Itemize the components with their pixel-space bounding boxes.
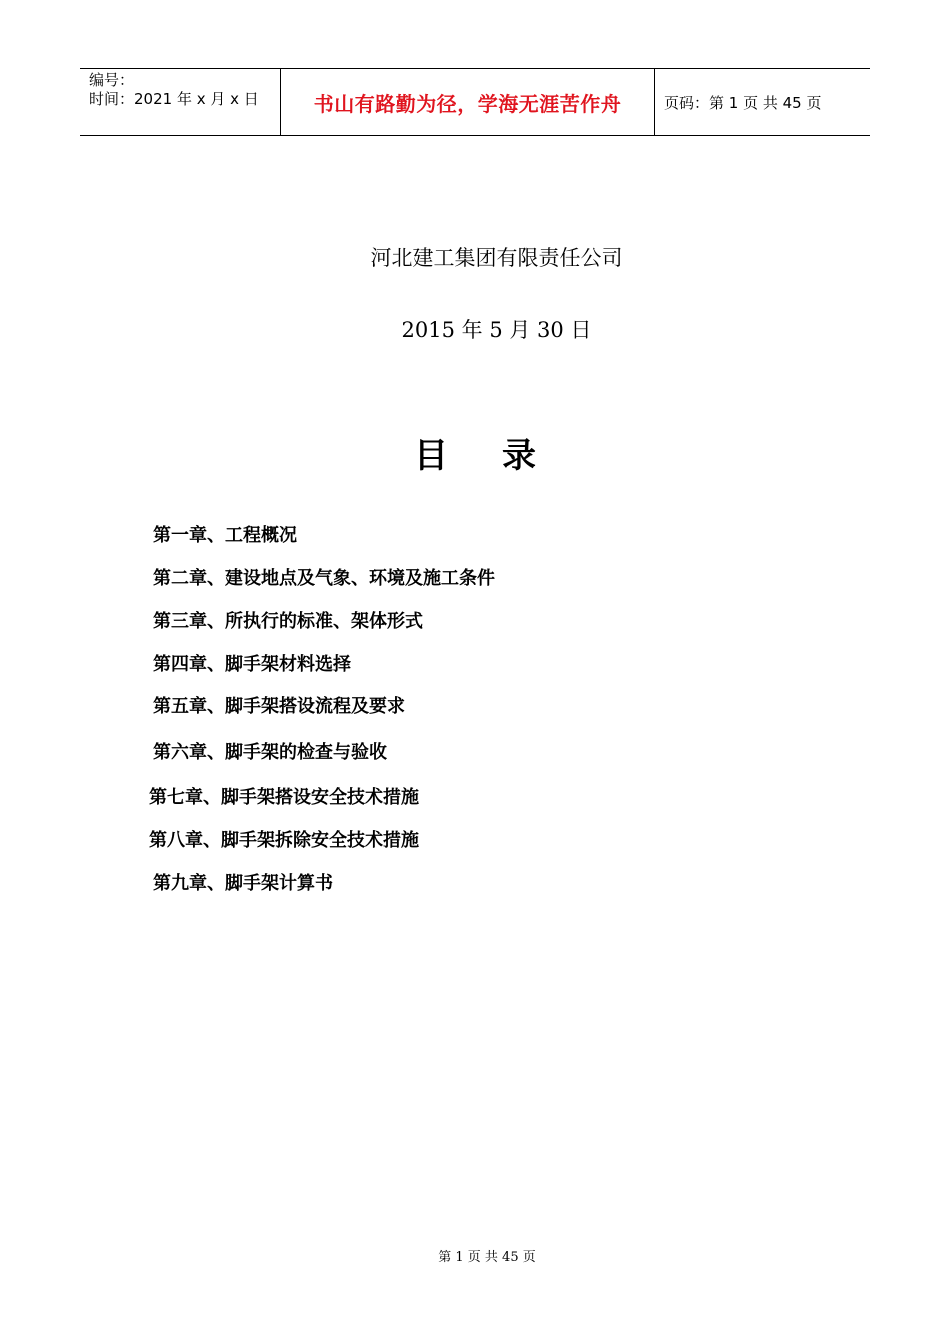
document-date: 2015 年 5 月 30 日 [401, 318, 592, 342]
toc-item[interactable]: 第一章、工程概况 [153, 525, 297, 546]
header-meta-cell [80, 69, 281, 135]
page-header [80, 68, 870, 136]
toc-item[interactable]: 第三章、所执行的标准、架体形式 [153, 611, 423, 632]
company-name: 河北建工集团有限责任公司 [370, 246, 623, 270]
toc-item[interactable]: 第八章、脚手架拆除安全技术措施 [149, 830, 419, 851]
header-page-info: 页码：第 1 页 共 45 页 [664, 93, 822, 112]
toc-title [0, 428, 950, 477]
toc-item[interactable]: 第五章、脚手架搭设流程及要求 [153, 696, 405, 717]
toc-item[interactable]: 第七章、脚手架搭设安全技术措施 [149, 787, 419, 808]
toc-item[interactable]: 第六章、脚手架的检查与验收 [153, 742, 387, 763]
number-label: 编号： [89, 71, 135, 89]
toc-item[interactable]: 第九章、脚手架计算书 [153, 873, 333, 894]
time-label: 时间：2021 年 x 月 x 日 [89, 90, 259, 108]
page-footer: 第 1 页 共 45 页 [438, 1250, 536, 1265]
header-motto: 书山有路勤为径，学海无涯苦作舟 [281, 69, 655, 135]
toc-title-right: 录 [502, 436, 536, 476]
toc-title-left: 目 [414, 436, 448, 476]
toc-item[interactable]: 第四章、脚手架材料选择 [153, 654, 351, 675]
toc-item[interactable]: 第二章、建设地点及气象、环境及施工条件 [153, 568, 495, 589]
